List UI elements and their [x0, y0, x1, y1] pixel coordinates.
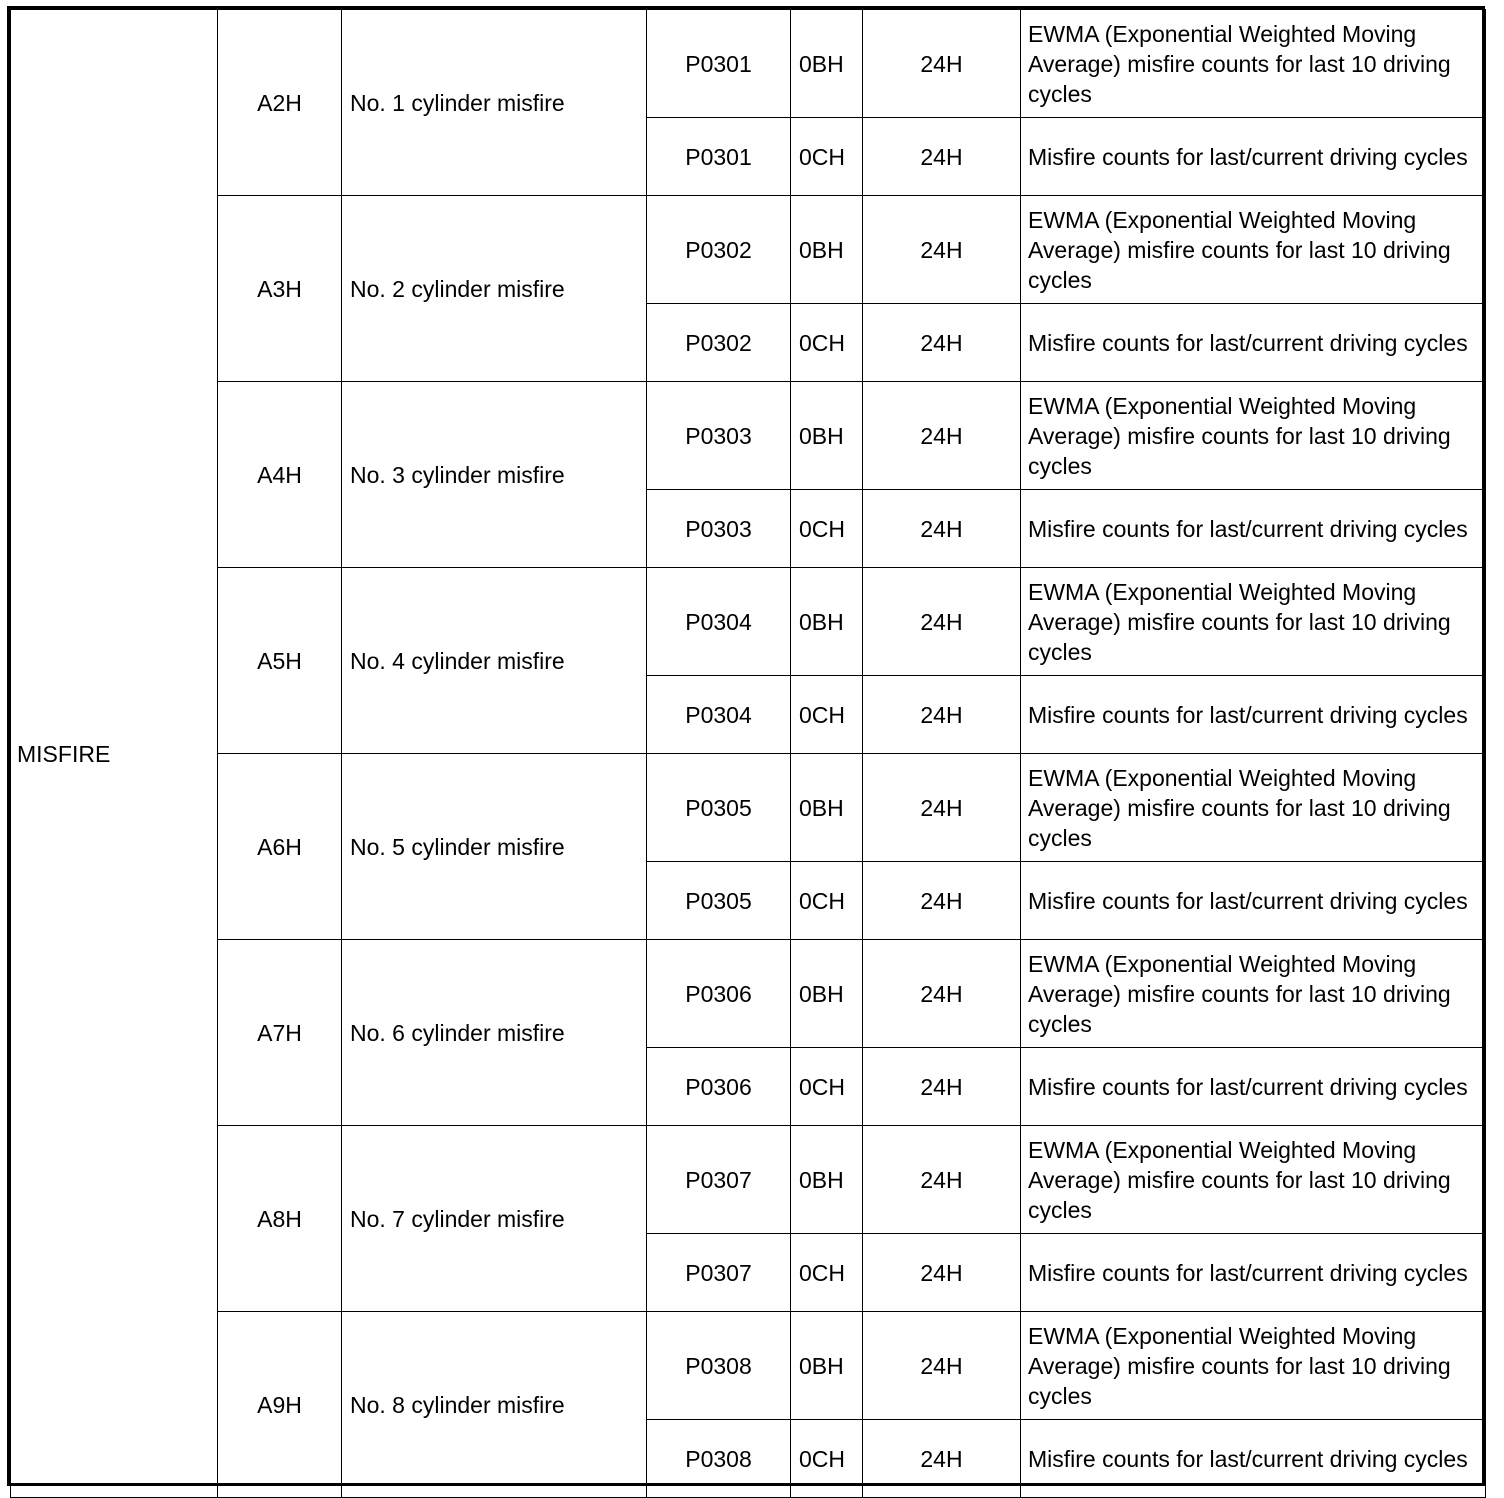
unit-cell: 24H	[863, 1234, 1021, 1312]
description-cell: No. 8 cylinder misfire	[342, 1312, 647, 1498]
dtc-cell: P0303	[647, 382, 791, 490]
unit-cell: 24H	[863, 940, 1021, 1048]
remark-cell: EWMA (Exponential Weighted Moving Average) misfire counts for last 10 driving cycles	[1021, 1312, 1486, 1420]
table-row	[11, 382, 1486, 490]
description-cell: No. 7 cylinder misfire	[342, 1126, 647, 1312]
dtc-cell: P0301	[647, 118, 791, 196]
component-id-cell: 0BH	[791, 568, 863, 676]
component-id-cell: 0CH	[791, 304, 863, 382]
table-row	[11, 568, 1486, 676]
unit-cell: 24H	[863, 490, 1021, 568]
component-id-cell: 0CH	[791, 490, 863, 568]
test-id-cell: A4H	[218, 382, 342, 568]
unit-cell: 24H	[863, 1126, 1021, 1234]
remark-cell: EWMA (Exponential Weighted Moving Average) misfire counts for last 10 driving cycles	[1021, 754, 1486, 862]
dtc-cell: P0308	[647, 1312, 791, 1420]
component-id-cell: 0CH	[791, 1234, 863, 1312]
unit-cell: 24H	[863, 1048, 1021, 1126]
dtc-cell: P0303	[647, 490, 791, 568]
monitor-table	[10, 9, 1486, 1498]
remark-cell: EWMA (Exponential Weighted Moving Average) misfire counts for last 10 driving cycles	[1021, 382, 1486, 490]
test-id-cell: A9H	[218, 1312, 342, 1498]
dtc-cell: P0307	[647, 1234, 791, 1312]
test-id-cell: A2H	[218, 10, 342, 196]
table-row	[11, 10, 1486, 118]
remark-cell: Misfire counts for last/current driving cycles	[1021, 676, 1486, 754]
component-id-cell: 0CH	[791, 1048, 863, 1126]
unit-cell: 24H	[863, 1420, 1021, 1498]
remark-cell: Misfire counts for last/current driving cycles	[1021, 118, 1486, 196]
remark-cell: EWMA (Exponential Weighted Moving Average) misfire counts for last 10 driving cycles	[1021, 940, 1486, 1048]
component-id-cell: 0BH	[791, 940, 863, 1048]
unit-cell: 24H	[863, 676, 1021, 754]
remark-cell: Misfire counts for last/current driving cycles	[1021, 304, 1486, 382]
remark-cell: Misfire counts for last/current driving cycles	[1021, 490, 1486, 568]
remark-cell: Misfire counts for last/current driving cycles	[1021, 1048, 1486, 1126]
component-id-cell: 0BH	[791, 754, 863, 862]
component-id-cell: 0CH	[791, 118, 863, 196]
dtc-cell: P0308	[647, 1420, 791, 1498]
unit-cell: 24H	[863, 568, 1021, 676]
unit-cell: 24H	[863, 1312, 1021, 1420]
remark-cell: Misfire counts for last/current driving cycles	[1021, 862, 1486, 940]
dtc-cell: P0305	[647, 754, 791, 862]
table-row	[11, 1126, 1486, 1234]
remark-cell: EWMA (Exponential Weighted Moving Average) misfire counts for last 10 driving cycles	[1021, 196, 1486, 304]
table-row	[11, 754, 1486, 862]
dtc-cell: P0305	[647, 862, 791, 940]
test-id-cell: A7H	[218, 940, 342, 1126]
remark-cell: EWMA (Exponential Weighted Moving Average) misfire counts for last 10 driving cycles	[1021, 1126, 1486, 1234]
unit-cell: 24H	[863, 304, 1021, 382]
dtc-cell: P0304	[647, 568, 791, 676]
unit-cell: 24H	[863, 10, 1021, 118]
dtc-cell: P0307	[647, 1126, 791, 1234]
unit-cell: 24H	[863, 754, 1021, 862]
misfire-monitor-table	[7, 6, 1485, 1486]
description-cell: No. 3 cylinder misfire	[342, 382, 647, 568]
component-id-cell: 0BH	[791, 10, 863, 118]
description-cell: No. 5 cylinder misfire	[342, 754, 647, 940]
description-cell: No. 4 cylinder misfire	[342, 568, 647, 754]
dtc-cell: P0302	[647, 196, 791, 304]
table-row	[11, 1312, 1486, 1420]
description-cell: No. 6 cylinder misfire	[342, 940, 647, 1126]
dtc-cell: P0306	[647, 940, 791, 1048]
test-id-cell: A5H	[218, 568, 342, 754]
unit-cell: 24H	[863, 118, 1021, 196]
test-id-cell: A3H	[218, 196, 342, 382]
table-row	[11, 196, 1486, 304]
description-cell: No. 2 cylinder misfire	[342, 196, 647, 382]
dtc-cell: P0306	[647, 1048, 791, 1126]
test-item-cell: MISFIRE	[11, 10, 218, 1498]
component-id-cell: 0BH	[791, 382, 863, 490]
component-id-cell: 0BH	[791, 196, 863, 304]
unit-cell: 24H	[863, 382, 1021, 490]
remark-cell: EWMA (Exponential Weighted Moving Average) misfire counts for last 10 driving cycles	[1021, 568, 1486, 676]
test-id-cell: A6H	[218, 754, 342, 940]
component-id-cell: 0CH	[791, 862, 863, 940]
dtc-cell: P0304	[647, 676, 791, 754]
description-cell: No. 1 cylinder misfire	[342, 10, 647, 196]
remark-cell: Misfire counts for last/current driving cycles	[1021, 1234, 1486, 1312]
remark-cell: EWMA (Exponential Weighted Moving Average) misfire counts for last 10 driving cycles	[1021, 10, 1486, 118]
table-body	[11, 10, 1486, 1498]
component-id-cell: 0CH	[791, 676, 863, 754]
unit-cell: 24H	[863, 862, 1021, 940]
unit-cell: 24H	[863, 196, 1021, 304]
component-id-cell: 0BH	[791, 1312, 863, 1420]
dtc-cell: P0302	[647, 304, 791, 382]
test-id-cell: A8H	[218, 1126, 342, 1312]
component-id-cell: 0BH	[791, 1126, 863, 1234]
table-row	[11, 940, 1486, 1048]
remark-cell: Misfire counts for last/current driving cycles	[1021, 1420, 1486, 1498]
dtc-cell: P0301	[647, 10, 791, 118]
component-id-cell: 0CH	[791, 1420, 863, 1498]
